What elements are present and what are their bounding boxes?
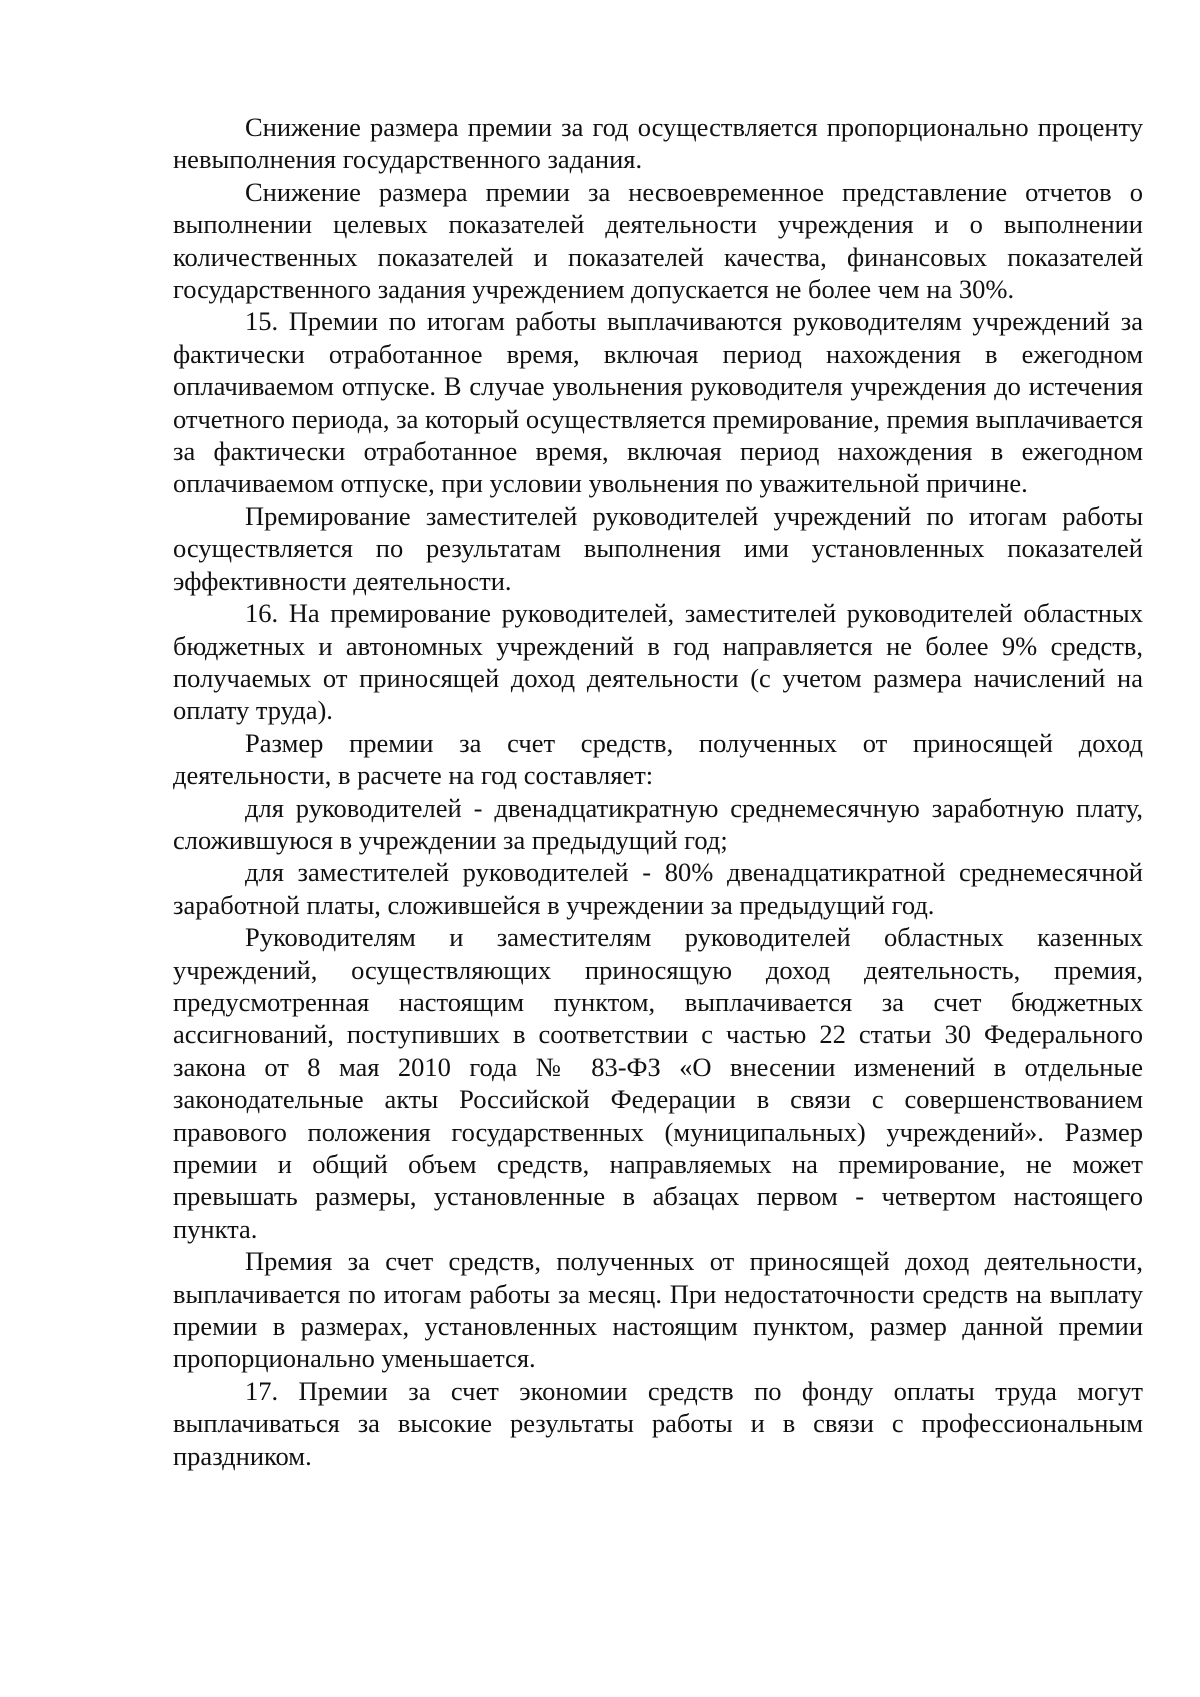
paragraph-bonus-reduction-late-reports: Снижение размера премии за несвоевременное представление отчетов о выполнении целевых показателей деятельности учреждения и о выполнении количественных показателей и показателей качества, финансовых показателей государственного задания учреждением допускается не более чем на 30%. xyxy=(173,176,1143,305)
paragraph-deputies-bonus: Премирование заместителей руководителей учреждений по итогам работы осуществляется по результатам выполнения ими установленных показателей эффективности деятельности. xyxy=(173,500,1143,596)
paragraph-bonus-size: Размер премии за счет средств, полученных от приносящей доход деятельности, в расчете на год составляет: xyxy=(173,727,1143,791)
paragraph-item-15: 15. Премии по итогам работы выплачиваются руководителям учреждений за фактически отработанное время, включая период нахождения в ежегодном оплачиваемом отпуске. В случае увольнения руководителя учреждения до истечения отчетного периода, за который осуществляется премирование, премия выплачивается за фактически отработанное время, включая период нахождения в ежегодном оплачиваемом отпуске, при условии увольнения по уважительной причине. xyxy=(173,306,1143,499)
document-page xyxy=(173,111,1143,1472)
paragraph-bonus-heads: для руководителей - двенадцатикратную среднемесячную заработную плату, сложившуюся в учреждении за предыдущий год; xyxy=(173,792,1143,855)
paragraph-state-institutions: Руководителям и заместителям руководителей областных казенных учреждений, осуществляющих приносящую доход деятельность, премия, предусмотренная настоящим пунктом, выплачивается за счет бюджетных ассигнований, поступивших в соответствии с частью 22 статьи 30 Федерального закона от 8 мая 2010 года № 83-ФЗ «О внесении изменений в отдельные законодательные акты Российской Федерации в связи с совершенствованием правового положения государственных (муниципальных) учреждений». Размер премии и общий объем средств, направляемых на премирование, не может превышать размеры, установленные в абзацах первом - четвертом настоящего пункта. xyxy=(173,922,1143,1244)
paragraph-bonus-reduction-percent: Снижение размера премии за год осуществляется пропорционально проценту невыполнения государственного задания. xyxy=(173,112,1143,175)
paragraph-item-16: 16. На премирование руководителей, заместителей руководителей областных бюджетных и автономных учреждений в год направляется не более 9% средств, получаемых от приносящей доход деятельности (с учетом размера начислений на оплату труда). xyxy=(173,598,1143,726)
paragraph-item-17: 17. Премии за счет экономии средств по фонду оплаты труда могут выплачиваться за высокие результаты работы и в связи с профессиональным праздником. xyxy=(173,1375,1143,1471)
paragraph-monthly-bonus: Премия за счет средств, полученных от приносящей доход деятельности, выплачивается по итогам работы за месяц. При недостаточности средств на выплату премии в размерах, установленных настоящим пунктом, размер данной премии пропорционально уменьшается. xyxy=(173,1246,1143,1374)
paragraph-bonus-deputies: для заместителей руководителей - 80% двенадцатикратной среднемесячной заработной платы, сложившейся в учреждении за предыдущий год. xyxy=(173,857,1143,920)
